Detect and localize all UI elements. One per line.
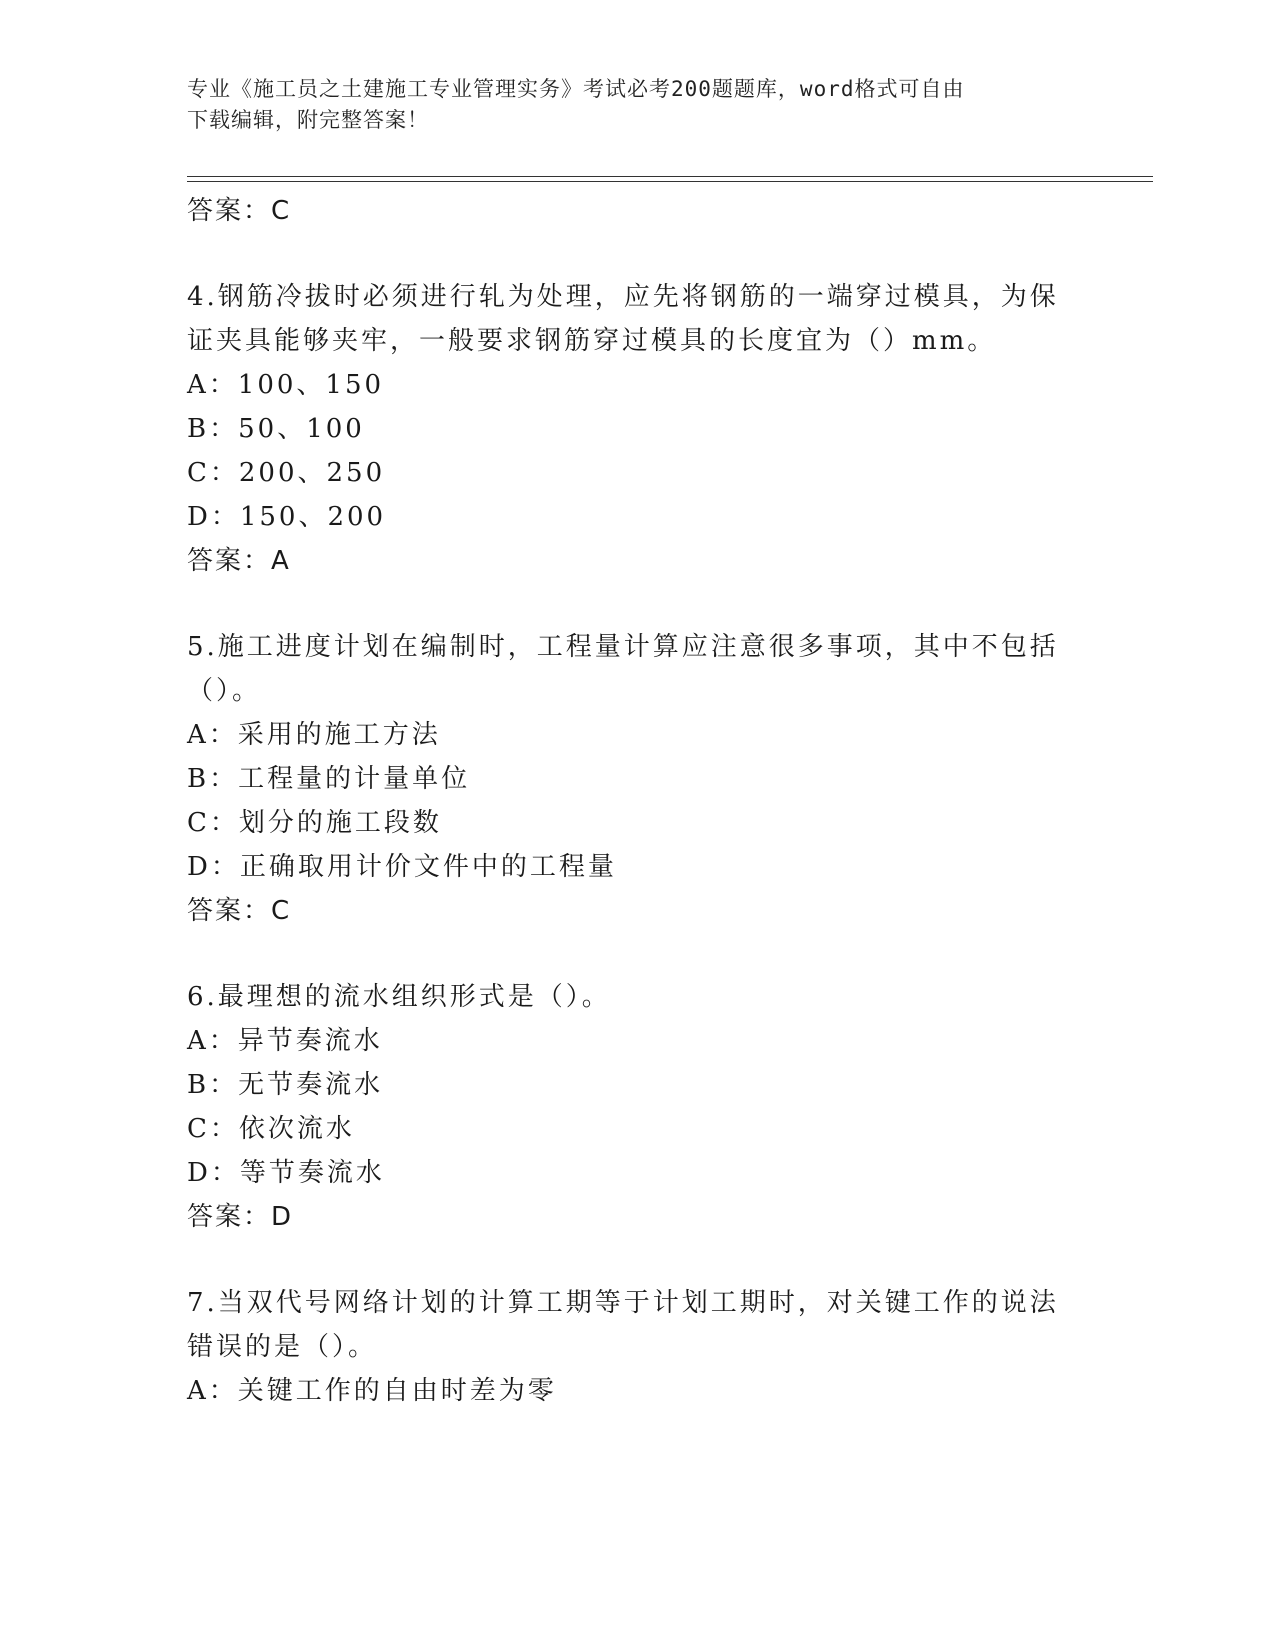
question-7-stem-line-2: 错误的是（）。 [187, 1332, 378, 1362]
question-6-option-b: B：无节奏流水 [187, 1070, 384, 1100]
document-header [187, 74, 1087, 136]
question-5-option-c: C：划分的施工段数 [187, 808, 442, 838]
header-divider-top [187, 176, 1153, 177]
question-5-stem-line-1: 5.施工进度计划在编制时，工程量计算应注意很多事项，其中不包括 [187, 632, 1059, 662]
question-4-stem-line-1: 4.钢筋冷拔时必须进行轧为处理，应先将钢筋的一端穿过模具，为保 [187, 282, 1059, 312]
question-6-answer: 答案：D [187, 1202, 294, 1232]
question-7-stem-line-1: 7.当双代号网络计划的计算工期等于计划工期时，对关键工作的说法 [187, 1288, 1059, 1318]
question-4-answer: 答案：A [187, 546, 291, 576]
question-7-option-a: A：关键工作的自由时差为零 [187, 1376, 557, 1406]
question-5-stem-line-2: （）。 [187, 676, 262, 706]
question-5-answer: 答案：C [187, 896, 292, 926]
header-line-2: 下载编辑，附完整答案！ [187, 108, 429, 132]
question-6-option-a: A：异节奏流水 [187, 1026, 383, 1056]
answer-previous: 答案：C [187, 196, 292, 226]
question-4-option-a: A：100、150 [187, 370, 385, 400]
question-6-stem-line-1: 6.最理想的流水组织形式是（）。 [187, 982, 611, 1012]
header-divider-bottom [187, 181, 1153, 182]
question-6-option-c: C：依次流水 [187, 1114, 355, 1144]
question-4-option-d: D：150、200 [187, 502, 387, 532]
header-line-1: 专业《施工员之土建施工专业管理实务》考试必考200题题库，word格式可自由 [187, 77, 965, 101]
question-4-stem-line-2: 证夹具能够夹牢，一般要求钢筋穿过模具的长度宜为（）mm。 [187, 326, 997, 356]
question-5-option-a: A：采用的施工方法 [187, 720, 441, 750]
question-6-option-d: D：等节奏流水 [187, 1158, 385, 1188]
question-5-option-d: D：正确取用计价文件中的工程量 [187, 852, 617, 882]
question-4-option-c: C：200、250 [187, 458, 386, 488]
question-4-option-b: B：50、100 [187, 414, 365, 444]
question-5-option-b: B：工程量的计量单位 [187, 764, 471, 794]
